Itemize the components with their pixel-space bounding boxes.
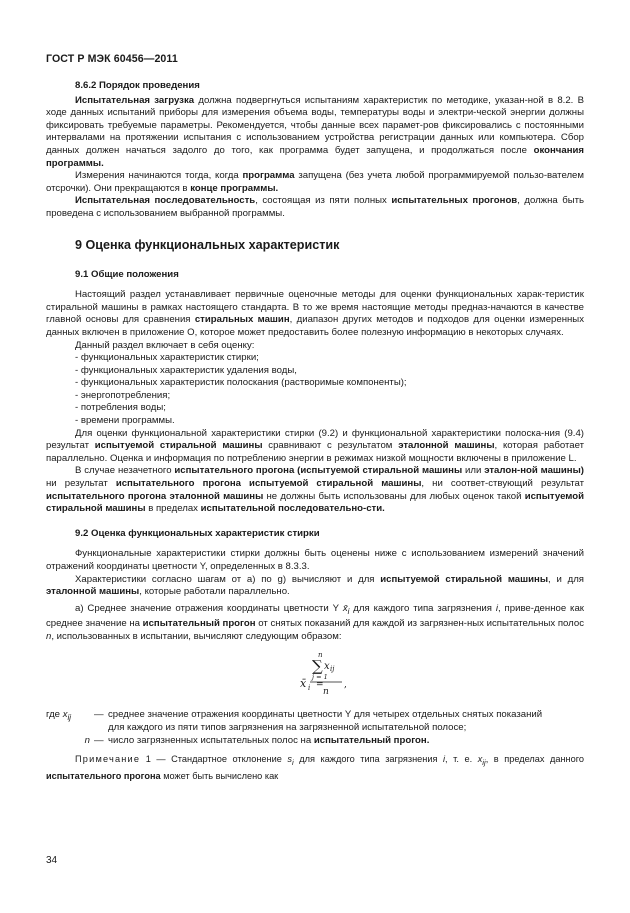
math-xij-note: $x_{ij}$	[477, 754, 486, 768]
evaluation-list	[46, 352, 584, 428]
svg-text:x̄: x̄	[300, 677, 307, 691]
svg-text:=: =	[316, 680, 324, 691]
where-definition-n: n — число загрязненных испытательных полос на испытательный прогон.	[84, 734, 430, 746]
list-item: - функциональных характеристик полоскания (растворимые компоненты);	[75, 377, 407, 389]
paragraph: Испытательная последовательность, состоящая из пяти полных испытательных прогонов, должна быть проведена с использованием выбранной программы.	[46, 195, 584, 219]
svg-text:∑: ∑	[312, 657, 323, 676]
list-item: - функциональных характеристик стирки;	[75, 352, 259, 364]
svg-text:ij: ij	[330, 665, 335, 674]
list-item: - времени программы.	[75, 415, 175, 427]
paragraph: Функциональные характеристики стирки должны быть оценены ниже с использованием измерений значений отражений координаты цветности Y, определенных в 8.3.3.	[46, 548, 584, 572]
document-header: ГОСТ Р МЭК 60456—2011	[46, 53, 178, 65]
math-i: i	[443, 754, 446, 765]
list-item: - потребления воды;	[75, 402, 166, 414]
svg-text:n: n	[323, 687, 329, 698]
math-xij: $x_{ij}$	[62, 709, 72, 723]
formula-mean-reflectance	[46, 649, 584, 705]
paragraph: Настоящий раздел устанавливает первичные оценочные методы для оценки функциональных харак-теристик стиральной машины в рамках настоящего стандарта. В то же время настоящие методы предназ-начаются в качестве главной основы для сравнения стиральных машин, диапазон других методов и подходов для оценки измеренных данных включен в приложение О, которое может предоставить более полезную информацию в некоторых случаях.	[46, 289, 584, 338]
note-1: Примечание 1 — Стандартное отклонение $s_i$ для каждого типа загрязнения i, т. е. $x_{ij}$, в пределах данного испытательного прогона может быть вычислено как	[46, 754, 584, 781]
document-body	[46, 80, 584, 782]
paragraph: Данный раздел включает в себя оценку:	[75, 339, 255, 351]
math-xbar-i: $x̄_i$	[342, 602, 350, 616]
section-title-9: 9 Оценка функциональных характеристик	[75, 237, 340, 252]
list-item: - энергопотребления;	[75, 389, 171, 401]
svg-text:i: i	[308, 684, 311, 693]
paragraph: Измерения начинаются тогда, когда программа запущена (без учета любой программируемой пользо-вателем отсрочки). Они прекращаются в конце программы.	[46, 170, 584, 194]
svg-text:,: ,	[344, 680, 347, 691]
formula-graphic	[46, 649, 584, 705]
subsection-title-9-2: 9.2 Оценка функциональных характеристик стирки	[75, 527, 320, 539]
svg-text:j = 1: j = 1	[312, 673, 328, 682]
paragraph: Для оценки функциональной характеристики стирки (9.2) и функциональной характеристики полоска-ния (9.4) результат испытуемой стиральной машины сравнивают с результатом эталонной машины, которая работает параллельно. Оценка и информация по потреблению энергии в режимах низкой мощности включены в приложение L.	[46, 427, 585, 464]
svg-text:x: x	[324, 661, 330, 673]
math-n: n	[84, 734, 90, 746]
list-item: - функциональных характеристик удаления воды,	[75, 364, 297, 376]
paragraph: В случае незачетного испытательного прогона (испытуемой стиральной машины или эталон-ной машины) ни результат испытательного прогона испытуемой стиральной машины, ни соответ-ствующий результат испытательного прогона эталонной машины не должны быть использованы для любых оценок такой испытуемой стиральной машины в пределах испытательной последовательно-сти.	[46, 465, 585, 515]
math-si: $s_i$	[287, 754, 294, 768]
subsection-title-9-1: 9.1 Общие положения	[75, 268, 179, 280]
paragraph: Испытательная загрузка должна подвергнуться испытаниям характеристик по методике, указан-ной в 8.2. В ходе данных испытаний приборы для измерения объема воды, температуры воды и электри-ческой энергии должны фиксировать требуемые параметры. Рекомендуется, чтобы данные всех парамет-ров фиксировались с постоянными интервалами на протяжении испытания с использованием устройства регистрации данных или компьютера. Сбор данных должен начаться задолго до того, как программа будет запущена, и продолжаться после окончания программы.	[46, 94, 584, 169]
subsection-title-8-6-2: 8.6.2 Порядок проведения	[75, 80, 200, 91]
svg-text:n: n	[318, 651, 323, 660]
page-number: 34	[46, 855, 58, 866]
where-definition-xij: где $x_{ij}$ — среднее значение отражения координаты цветности Y для четырех отдельных снятых показаний для каждого из пяти типов загрязнения на загрязненной испытательной полосе;	[46, 709, 543, 734]
paragraph: Характеристики согласно шагам от а) по g) вычисляют и для испытуемой стиральной машины, и для эталонной машины, которые работали параллельно.	[46, 573, 584, 598]
paragraph: а) Среднее значение отражения координаты цветности Y $x̄_i$ для каждого типа загрязнения i, приве-денное как среднее значение на испытательный прогон от снятых показаний для каждой из загрязнен-ных испытательных полос n, использованных в испытании, вычисляют следующим образом:	[46, 602, 585, 642]
